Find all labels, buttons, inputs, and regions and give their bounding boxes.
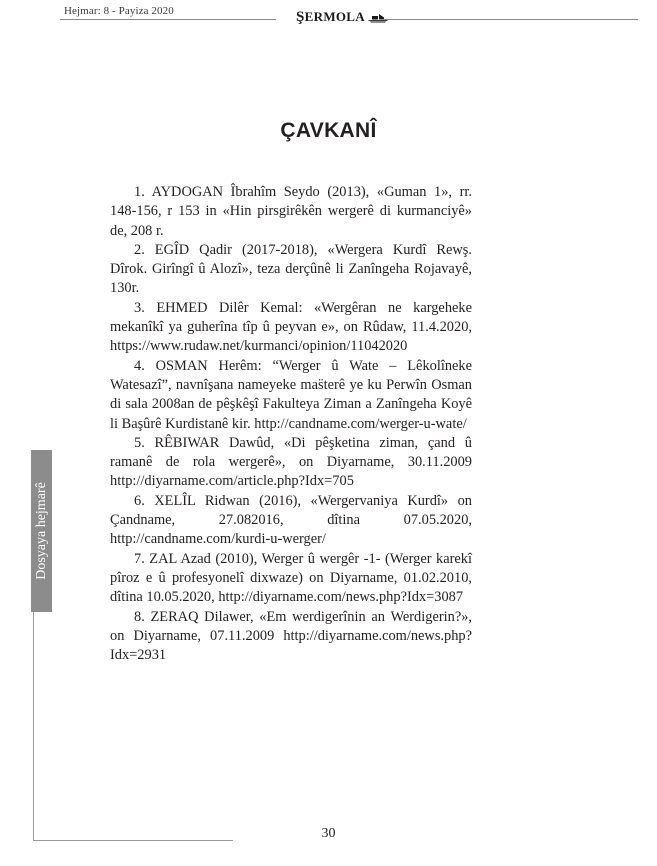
reference-item: 3. EHMED Dilêr Kemal: «Wergêran ne kargeheke mekanîkî ya guherîna tîp û peyvan e», on Rûdaw, 11.4.2020, https://www.rudaw.net/kurmanci/opinion/11042020	[110, 299, 472, 355]
reference-item: 6. XELÎL Ridwan (2016), «Wergervaniya Kurdî» on Çandname, 27.082016, dîtina 07.05.2020, http://candname.com/kurdi-u-werger/	[110, 492, 472, 548]
brand-name: ŞERMOLA	[296, 9, 365, 25]
reference-item: 5. RÊBIWAR Dawûd, «Di pêşketina ziman, çand û ramanê de rola wergerê», on Diyarname, 30.11.2009 http://diyarname.com/article.php?Idx=705	[110, 434, 472, 490]
side-margin-rule	[33, 612, 34, 840]
journal-brand	[296, 8, 389, 24]
section-side-label: Dosyaya hejmarê	[34, 482, 49, 580]
page-title: ÇAVKANÎ	[280, 119, 377, 142]
ship-icon	[367, 13, 389, 23]
header-rule-left	[60, 19, 276, 20]
header-rule-right	[382, 19, 638, 20]
reference-item: 2. EGÎD Qadir (2017-2018), «Wergera Kurdî Rewş. Dîrok. Girîngî û Alozî», teza derçûnê li Zanîngeha Rojavayê, 130r.	[110, 241, 472, 297]
reference-item: 1. AYDOGAN Îbrahîm Seydo (2013), «Guman 1», rr. 148-156, r 153 in «Hin pirsgirêkên wergerê di kurmanciyê» de, 208 r.	[110, 184, 472, 239]
reference-list	[110, 183, 472, 665]
reference-item: 8. ZERAQ Dilawer, «Em werdigerînin an Werdigerin?», on Diyarname, 07.11.2009 http://diyarname.com/news.php?Idx=2931	[110, 608, 472, 664]
page-number: 30	[321, 826, 336, 841]
running-header-issue: Hejmar: 8 - Payiza 2020	[64, 5, 174, 17]
reference-item: 4. OSMAN Herêm: “Werger û Wate – Lêkolîneke Watesazî”, navnîşana nameyeke mas̈terê ye ku Perwîn Osman di sala 2008an de pêşkêşî Fakulteya Ziman a Zanîngeha Koyê li Başûrê Kurdistanê kir. http://candname.com/werger-u-wate/	[110, 357, 472, 432]
reference-item: 7. ZAL Azad (2010), Werger û wergêr -1- (Werger karekî pîroz e û profesyonelî dixwaze) on Diyarname, 01.02.2010, dîtina 10.05.2020, http://diyarname.com/news.php?Idx=3087	[110, 550, 472, 606]
